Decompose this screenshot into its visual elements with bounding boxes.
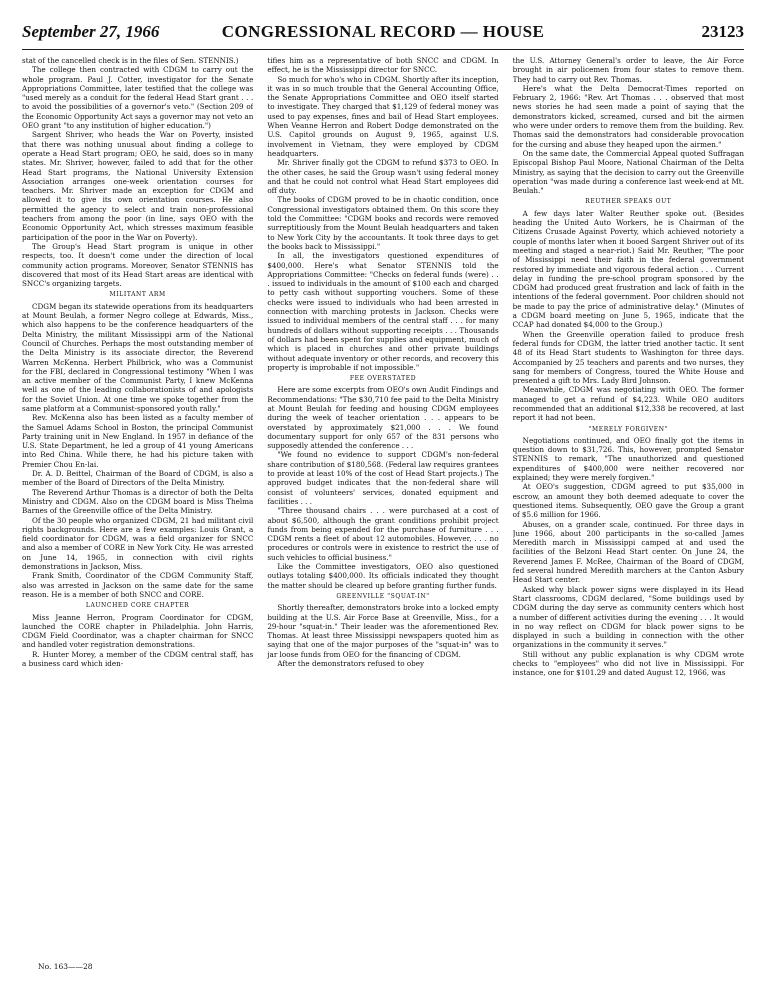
paragraph: Abuses, on a grander scale, continued. For three days in June 1966, about 200 participants in the so-called James Meredith march in Mississippi camped at and used the facilities of the Belzoni Head Start center. On June 24, the Reverend James F. McRee, Chairman of the Board of CDGM, fed several hundred Meredith marchers at the Canton Asbury Head Start center. — [512, 519, 744, 585]
paragraph: After the demonstrators refused to obey — [277, 659, 425, 668]
paragraph: CDGM began its statewide operations from its headquarters at Mount Beulah, a former Negro college at Edwards, Miss., which also happens to be the conference headquarters of the Delta Ministry, the militant Mississippi arm of the National Council of Churches. Perhaps the most outstanding member of the Delta Ministry is its associate director, the Reverend Warren McKenna. Herbert Philbrick, who was a Communist for the FBI, declared in Congressional testimony "When I was an active member of the Communist Party, I knew McKenna well as one of the leading collaborationists of and apologists for the Soviet Union. At one time we spoke together from the same platform at a Communist-sponsored youth rally." — [22, 301, 254, 413]
paragraph: Meanwhile, CDGM was negotiating with OEO. The former managed to get a refund of $4,223. While OEO auditors recommended that an additional $12,338 be recovered, at last report it had not been. — [512, 385, 744, 423]
column-1 — [22, 56, 253, 958]
paragraph: the U.S. Attorney General's order to leave, the Air Force brought in air policemen from four states to remove them. They had to carry out Rev. Thomas. — [512, 56, 744, 84]
issue-date: September 27, 1966 — [22, 22, 160, 41]
paragraph: When the Greenville operation failed to produce fresh federal funds for CDGM, the latter tried another tactic. It sent 48 of its Head Start students to Washington for three days. Accompanied by 25 teachers and parents and two nurses, they sang for members of Congress, toured the White House and presented a gift to Mrs. Lady Bird Johnson. — [512, 329, 744, 386]
paragraph: Sargent Shriver, who heads the War on Poverty, insisted that there was nothing unusual about finding a college to operate a Head Start program; OEO, he said, does so in many states. Mr. Shriver, however, failed to add that for the other Head Start programs, the National University Extension Association arranges one-week orientation courses for teachers. Mr. Shriver made an exception for CDGM and allowed it to give its own orientation courses. He also permitted the agency to select and train non-professional teachers from among the poor (in line, says OEO with the Economic Opportunity Act, which stresses maximum feasible participation of the poor in the War on Poverty). — [22, 130, 254, 242]
header-rule — [22, 49, 744, 50]
paragraph: tifies him as a representative of both SNCC and CDGM. In effect, he is the Mississippi director for SNCC. — [267, 56, 499, 75]
paragraph: Rev. McKenna also has been listed as a faculty member of the Samuel Adams School in Boston, the principal Communist Party training unit in New England. In 1957 in defiance of the U.S. State Department, he led a group of 41 young Americans into Red China. While there, he had his picture taken with Premier Chou En-lai. — [22, 413, 254, 469]
section-heading: GREENVILLE "SQUAT-IN" — [336, 592, 430, 600]
section-heading: FEE OVERSTATED — [349, 375, 417, 383]
paragraph: "Three thousand chairs . . . were purchased at a cost of about $6,500, although the grant conditions prohibit project funds from being expended for the purchase of furniture . . . CDGM rents a fleet of about 12 automobiles. However, . . . no procedures or controls were in existence to restrict the use of such vehicles to official business." — [267, 506, 499, 562]
paragraph: Frank Smith, Coordinator of the CDGM Community Staff, also was arrested in Jackson on the same date for the same reason. He is a member of both SNCC and CORE. — [22, 571, 254, 599]
section-heading: "MERELY FORGIVEN" — [588, 425, 668, 433]
paragraph: The books of CDGM proved to be in chaotic condition, once Congressional investigators obtained them. On this score they told the Committee: "CDGM books and records were removed surreptitiously from the Mount Beulah headquarters and taken to New York City by the accountants. It took three days to get the books back to Mississippi." — [267, 195, 499, 251]
section-heading: MILITANT ARM — [109, 291, 166, 299]
paragraph: So much for who's who in CDGM. Shortly after its inception, it was in so much trouble that the General Accounting Office, the Senate Appropriations Committee and OEO itself started to investigate. They charged that $1,129 of federal money was used to pay expenses, fines and bail of Head Start employees. When Veanne Herron and Robert Dodge demonstrated on the U.S. Capitol grounds on August 9, 1965, against U.S. involvement in Vietnam, they were employed by CDGM headquarters. — [267, 74, 499, 158]
issue-number-footer: No. 163——28 — [38, 962, 93, 971]
paragraph: stat of the cancelled check is in the files of Sen. STENNIS.) — [22, 56, 239, 65]
section-heading: LAUNCHED CORE CHAPTER — [85, 602, 190, 610]
paragraph: Of the 30 people who organized CDGM, 21 had militant civil rights backgrounds. Here are a few examples: Louis Grant, a field coordinator for CDGM, was a field organizer for SNCC and also a member of CORE in New York City. He was arrested on June 14, 1965, in connection with civil rights demonstrations in Jackson, Miss. — [22, 515, 254, 572]
column-3 — [513, 56, 744, 958]
paragraph: Mr. Shriver finally got the CDGM to refund $373 to OEO. In the other cases, he said the Group wasn't using federal money and that he could not control what Head Start employees did off duty. — [267, 158, 499, 196]
section-heading: REUTHER SPEAKS OUT — [585, 198, 672, 206]
paragraph: Like the Committee investigators, OEO also questioned outlays totaling $400,000. Its officials indicated they thought the matter should be cleared up before granting further funds. — [267, 562, 499, 590]
paragraph: Negotiations continued, and OEO finally got the items in question down to $31,726. This, however, prompted Senator STENNIS to remark, "The unauthorized and questioned expenditures of $400,000 were neither recovered nor explained; they were merely forgiven." — [512, 435, 744, 483]
paragraph: Dr. A. D. Beittel, Chairman of the Board of CDGM, is also a member of the Board of Directors of the Delta Ministry. — [22, 469, 254, 488]
page-number: 23123 — [701, 22, 744, 41]
paragraph: The Group's Head Start program is unique in other respects, too. It doesn't come under the direction of local community action programs. Moreover, Senator STENNIS has discovered that most of its Head Start areas are identical with SNCC's organizing targets. — [22, 241, 254, 289]
page-header — [22, 18, 744, 58]
column-2 — [267, 56, 498, 958]
paragraph: At OEO's suggestion, CDGM agreed to put $35,000 in escrow, an amount they both deemed adequate to cover the questioned items. Subsequently, OEO gave the Group a grant of $5.6 million for 1966. — [512, 482, 744, 520]
paragraph: Miss Jeanne Herron, Program Coordinator for CDGM, launched the CORE chapter in Philadelphia. John Harris, CDGM Field Coordinator, was a chapter chairman for SNCC and handled voter registration demonstrations. — [22, 612, 254, 650]
paragraph: In all, the investigators questioned expenditures of $400,000. Here's what Senator STENNIS told the Appropriations Committee: "Checks on federal funds (were) . . . issued to individuals in the amount of $100 each and charged to petty cash without supporting vouchers. Some of these checks were issued to individuals who had been arrested in connection with marching protests in Jackson. Checks were issued to individual members of the central staff . . . for many hundreds of dollars without supporting receipts . . . Thousands of dollars had been spent for supplies and equipment, much of which is placed in churches and other private buildings without adequate inventory or other records, and recovery this property is improbable if not impossible." — [267, 251, 499, 372]
paragraph: Shortly thereafter, demonstrators broke into a locked empty building at the U.S. Air Force Base at Greenville, Miss., for a 29-hour "squat-in." Their leader was the aforementioned Rev. Thomas. At least three Mississippi newspapers quoted him as saying that one of the major purposes of the "squat-in" was to jar loose funds from OEO for the financing of CDGM. — [267, 603, 499, 659]
paragraph: The college then contracted with CDGM to carry out the whole program. Paul J. Cotter, investigator for the Senate Appropriations Committee, later testified that the college was "used merely as a conduit for the federal Head Start grant . . . to avoid the possibilities of a governor's veto." (Section 209 of the Economic Opportunity Act says a governor may not veto an OEO grant "to any institution of higher education.") — [22, 65, 254, 131]
paragraph: R. Hunter Morey, a member of the CDGM central staff, has a business card which iden- — [22, 649, 254, 668]
paragraph: "We found no evidence to support CDGM's non-federal share contribution of $180,568. (Federal law requires grantees to provide at least 10% of the cost of Head Start projects.) The approved budget indicates that the non-federal share will consist of volunteers' services, donated equipment and facilities . . . — [267, 450, 499, 506]
paragraph: Here are some excerpts from OEO's own Audit Findings and Recommendations: "The $30,710 fee paid to the Delta Ministry at Mount Beulah for feeding and housing CDGM employees during the week of teacher orientation . . . appears to be overstated by approximately $21,000 . . . We found documentary support for only 657 of the 831 persons who supposedly attended the conference . . . — [267, 385, 499, 451]
paragraph: Here's what the Delta Democrat-Times reported on February 2, 1966: "Rev. Art Thomas . . . observed that most news stories he had seen made a point of saying that the demonstrators kicked, screamed, cursed and bit the airmen who were under orders to remove them from the building. Rev. Thomas said the demonstrators had considerable provocation for the cursing and abuse they heaped upon the airmen." — [512, 83, 744, 149]
paragraph: The Reverend Arthur Thomas is a director of both the Delta Ministry and CDGM. Also on the CDGM board is Miss Thelma Barnes of the Greenville office of the Delta Ministry. — [22, 487, 254, 516]
publication-title: CONGRESSIONAL RECORD — HOUSE — [221, 22, 545, 41]
article-columns — [22, 56, 744, 958]
paragraph: On the same date, the Commercial Appeal quoted Suffragan Episcopal Bishop Paul Moore, National Chairman of the Delta Ministry, as saying that the decision to carry out the Greenville operation "was made during a conference last week-end at Mt. Beulah." — [512, 148, 744, 196]
paragraph: Asked why black power signs were displayed in its Head Start classrooms, CDGM declared, "Some buildings used by CDGM during the day serve as community centers which host a number of different activities during the evening . . . It would in no way reflect on CDGM for black power signs to be displayed in such a building in connection with the other organizations in the community it serves." — [512, 584, 744, 650]
paragraph: A few days later Walter Reuther spoke out. (Besides heading the United Auto Workers, he is Chairman of the Citizens Crusade Against Poverty, which achieved notoriety a couple of months later when it booed Sargent Shriver out of its meeting and staged a near-riot.) Said Mr. Reuther, "The poor of Mississippi need their faith in the federal government restored by immediate and vigorous federal action . . . Current delay in funding the pre-school program sponsored by the CDGM had produced great frustration and lack of faith in the intentions of the federal government. Poor children should not be made to pay the price of administrative delay." (Minutes of a CDGM board meeting on June 5, 1965, indicate that the CCAP had donated $4,000 to the Group.) — [512, 208, 744, 330]
paragraph: Still without any public explanation is why CDGM wrote checks to "employees" who did not live in Mississippi. For instance, one for $101.29 and dated August 12, 1966, was — [512, 649, 744, 678]
